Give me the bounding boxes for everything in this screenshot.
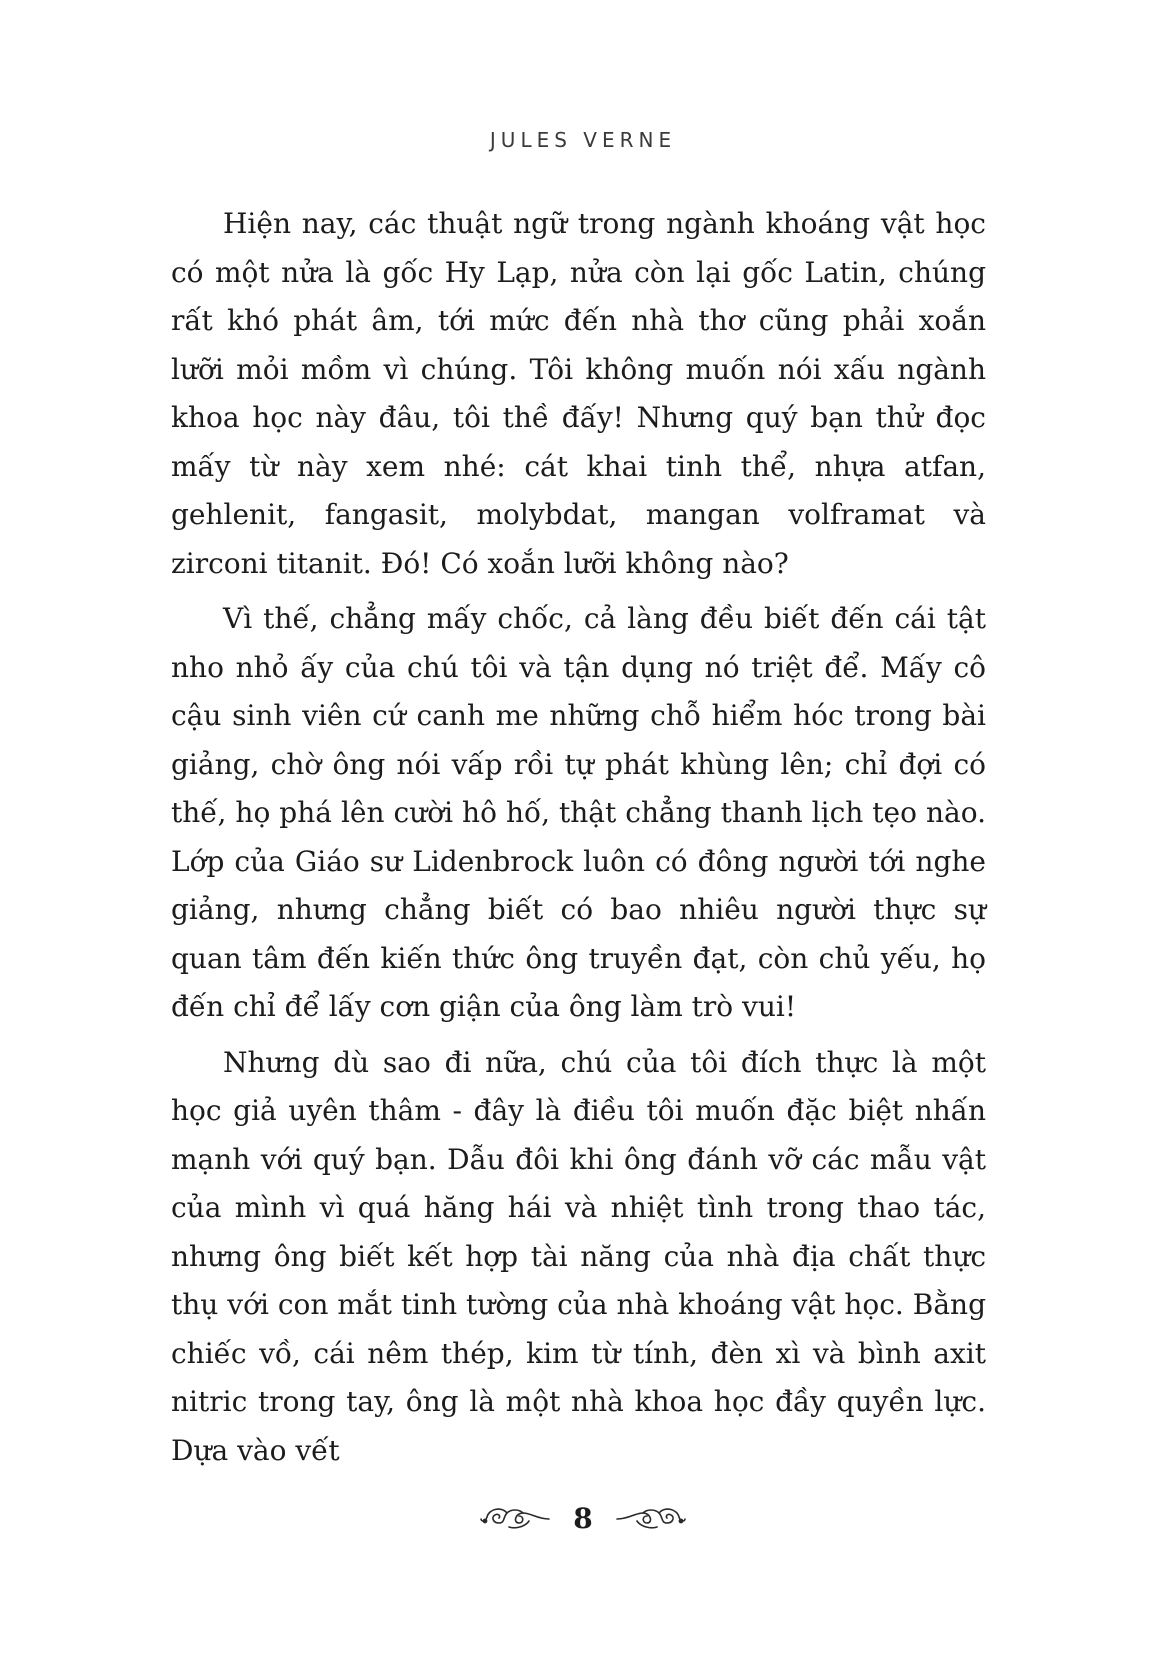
paragraph-2: Vì thế, chẳng mấy chốc, cả làng đều biết đến cái tật nho nhỏ ấy của chú tôi và tận dụng nó triệt để. Mấy cô cậu sinh viên cứ canh me những chỗ hiểm hóc trong bài giảng, chờ ông nói vấp rồi tự phát khùng lên; chỉ đợi có thế, họ phá lên cười hô hố, thật chẳng thanh lịch tẹo nào. Lớp của Giáo sư Lidenbrock luôn có đông người tới nghe giảng, nhưng chẳng biết có bao nhiêu người thực sự quan tâm đến kiến thức ông truyền đạt, còn chủ yếu, họ đến chỉ để lấy cơn giận của ông làm trò vui! xyxy=(171,602,986,1023)
flourish-left-icon xyxy=(479,1507,551,1531)
body-text xyxy=(171,200,986,1482)
paragraph-1: Hiện nay, các thuật ngữ trong ngành khoáng vật học có một nửa là gốc Hy Lạp, nửa còn lại gốc Latin, chúng rất khó phát âm, tới mức đến nhà thơ cũng phải xoắn lưỡi mỏi mồm vì chúng. Tôi không muốn nói xấu ngành khoa học này đâu, tôi thề đấy! Nhưng quý bạn thử đọc mấy từ này xem nhé: cát khai tinh thể, nhựa atfan, gehlenit, fangasit, molybdat, mangan volframat và zirconi titanit. Đó! Có xoắn lưỡi không nào? xyxy=(171,207,986,580)
running-head: JULES VERNE xyxy=(489,128,677,152)
paragraph-3: Nhưng dù sao đi nữa, chú của tôi đích thực là một học giả uyên thâm - đây là điều tôi muốn đặc biệt nhấn mạnh với quý bạn. Dẫu đôi khi ông đánh vỡ các mẫu vật của mình vì quá hăng hái và nhiệt tình trong thao tác, nhưng ông biết kết hợp tài năng của nhà địa chất thực thụ với con mắt tinh tường của nhà khoáng vật học. Bằng chiếc vồ, cái nêm thép, kim từ tính, đèn xì và bình axit nitric trong tay, ông là một nhà khoa học đầy quyền lực. Dựa vào vết xyxy=(171,1045,986,1467)
page-number: 8 xyxy=(573,1502,593,1535)
flourish-right-icon xyxy=(615,1507,687,1531)
page-footer xyxy=(0,1502,1166,1535)
